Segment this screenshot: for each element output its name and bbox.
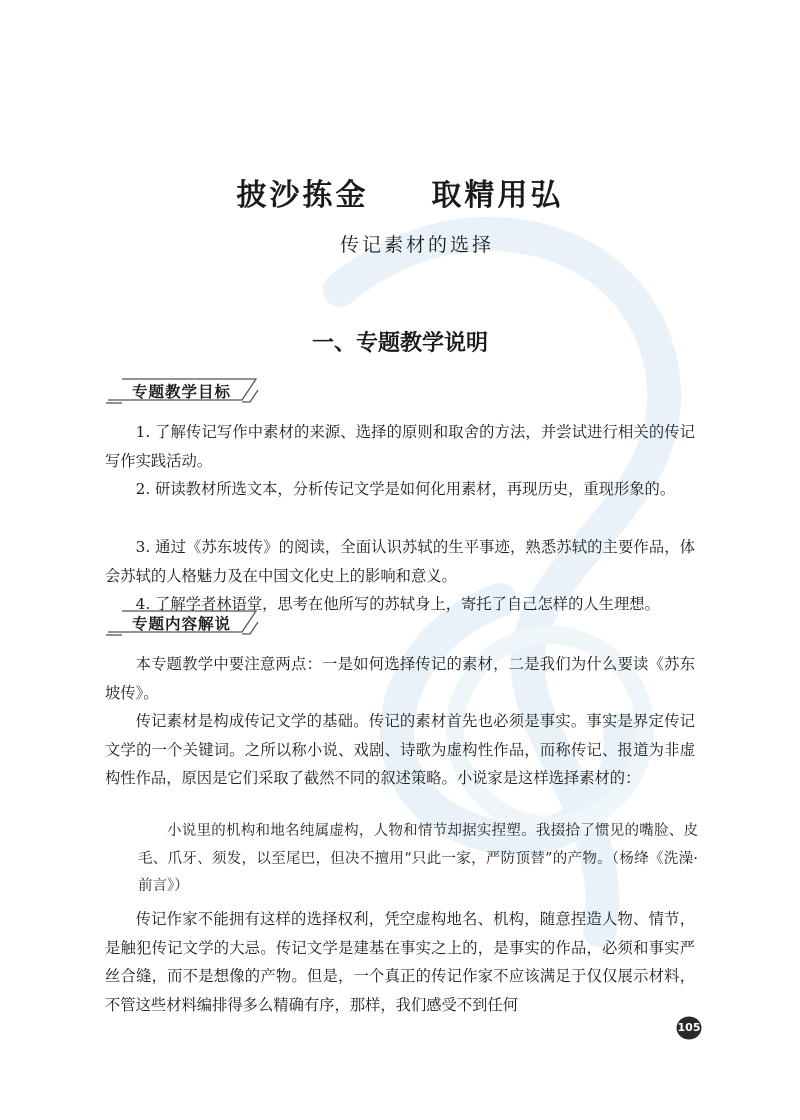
goal-item-1: 1. 了解传记写作中素材的来源、选择的原则和取舍的方法，并尝试进行相关的传记写作实践活动。 — [105, 423, 695, 470]
goals-section-tag — [100, 376, 270, 406]
page-number-badge — [676, 1016, 702, 1040]
goals-tag-label: 专题教学目标 — [132, 383, 232, 401]
page-subtitle: 传记素材的选择 — [340, 234, 495, 256]
goal-item-4: 4. 了解学者林语堂，思考在他所写的苏轼身上，寄托了自己怎样的人生理想。 — [135, 595, 660, 613]
content-tag-label: 专题内容解说 — [132, 615, 232, 633]
content-paragraph-1: 本专题教学中要注意两点：一是如何选择传记的素材，二是我们为什么要读《苏东坡传》。 — [105, 655, 695, 702]
content-section-tag — [100, 608, 270, 638]
content-paragraph-3: 传记作家不能拥有这样的选择权利，凭空虚构地名、机构，随意捏造人物、情节，是触犯传记文学的大忌。传记文学是建基在事实之上的，是事实的作品，必须和事实严丝合缝，而不是想像的产物。但是，一个真正的传记作家不应该满足于仅仅展示材料，不管这些材料编排得多么精确有序，那样，我们感受不到任何 — [105, 910, 695, 1014]
page-number: 105 — [677, 1021, 701, 1034]
page-title: 披沙拣金 取精用弘 — [236, 178, 564, 213]
goal-item-3: 3. 通过《苏东坡传》的阅读，全面认识苏轼的生平事迹，熟悉苏轼的主要作品，体会苏轼的人格魅力及在中国文化史上的影响和意义。 — [105, 538, 695, 585]
novel-quote: 小说里的机构和地名纯属虚构，人物和情节却据实捏塑。我掇拾了惯见的嘴脸、皮毛、爪牙、须发，以至尾巴，但决不擅用“只此一家，严防顶替”的产物。（杨绛《洗澡·前言》） — [138, 823, 698, 894]
goal-item-2: 2. 研读教材所选文本，分析传记文学是如何化用素材，再现历史，重现形象的。 — [135, 480, 676, 498]
content-paragraph-2: 传记素材是构成传记文学的基础。传记的素材首先也必须是事实。事实是界定传记文学的一个关键词。之所以称小说、戏剧、诗歌为虚构性作品，而称传记、报道为非虚构性作品，原因是它们采取了截然不同的叙述策略。小说家是这样选择素材的： — [105, 712, 695, 787]
section-heading: 一、专题教学说明 — [311, 331, 488, 356]
